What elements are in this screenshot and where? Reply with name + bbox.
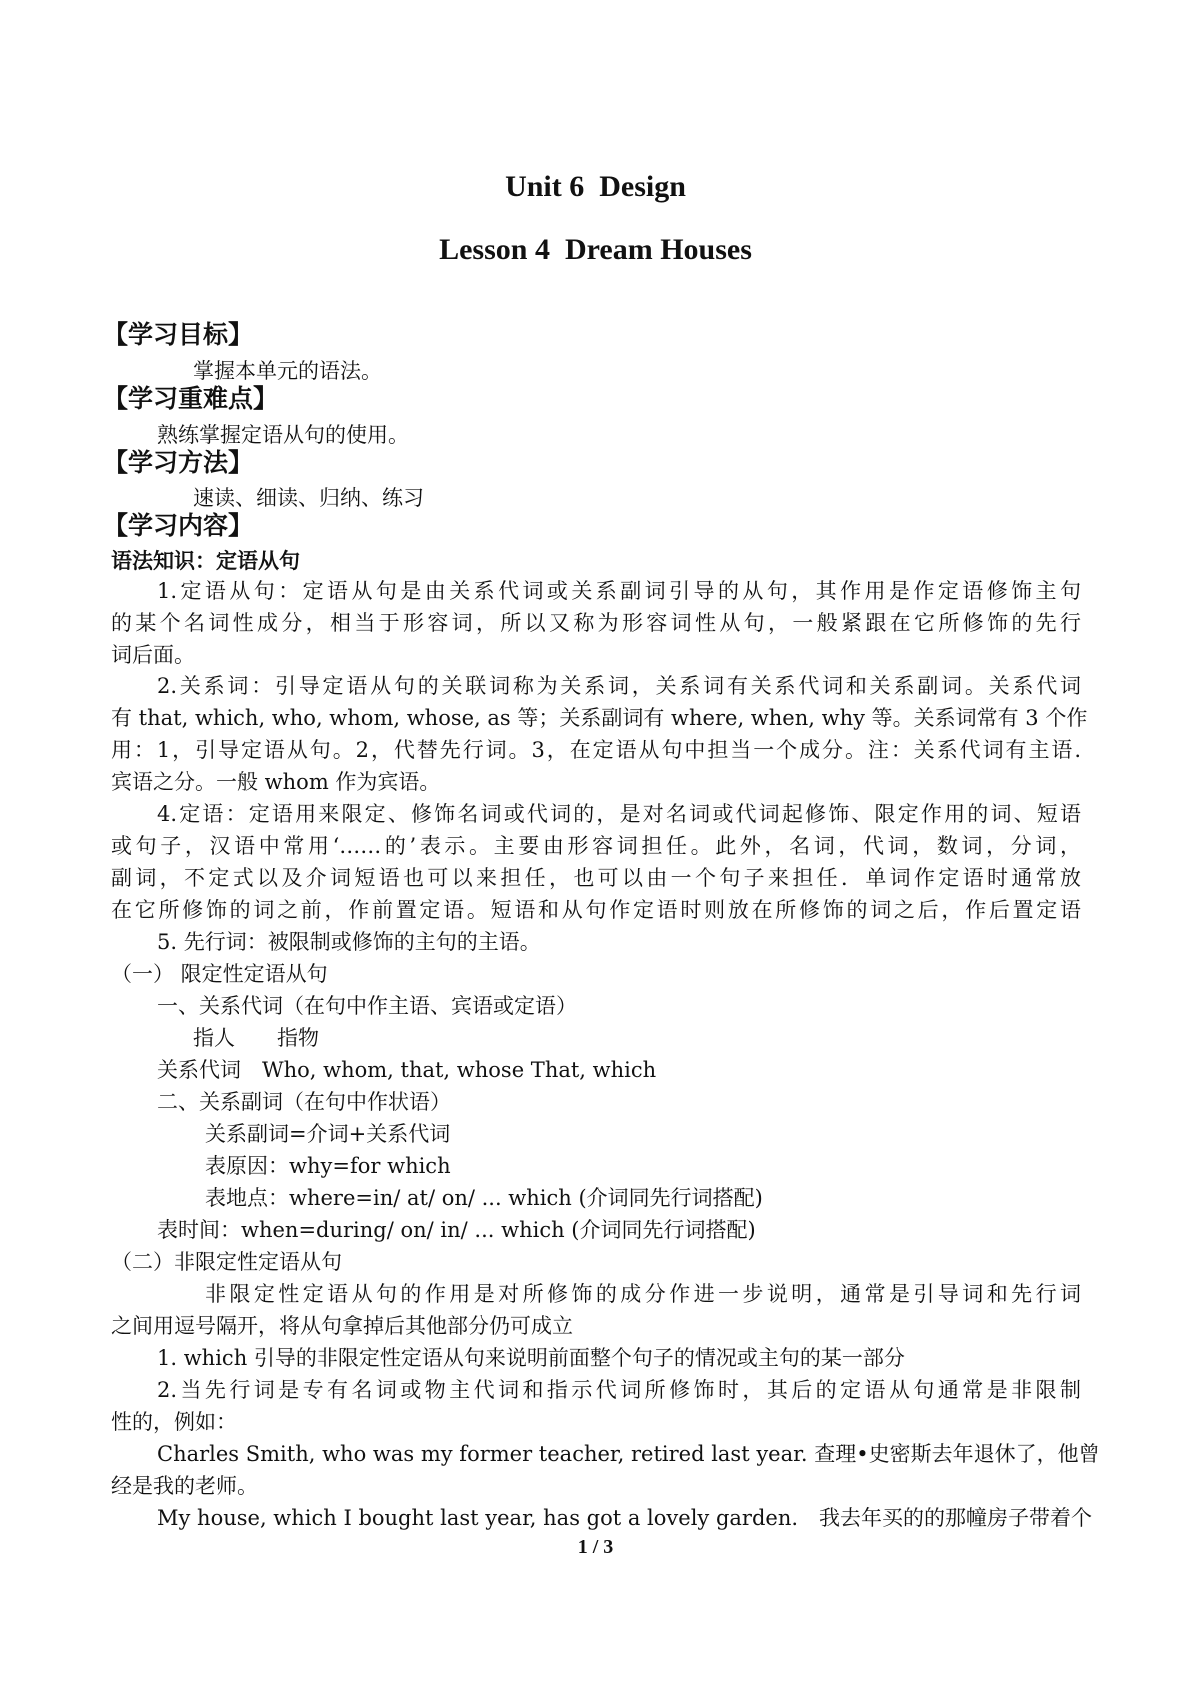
body-line: 一、关系代词（在句中作主语、宾语或定语） — [157, 994, 577, 1018]
difficulty-heading: 【学习重难点】 — [103, 384, 279, 413]
body-line: （一） 限定性定语从句 — [111, 962, 328, 986]
difficulty-text: 熟练掌握定语从句的使用。 — [157, 423, 409, 447]
content-heading: 【学习内容】 — [103, 511, 254, 540]
body-line: 用：1，引导定语从句。2，代替先行词。3，在定语从句中担当一个成分。注：关系代词有主语. — [111, 738, 1081, 762]
body-line: 二、关系副词（在句中作状语） — [157, 1090, 451, 1114]
body-line: 4.定语：定语用来限定、修饰名词或代词的，是对名词或代词起修饰、限定作用的词、短语 — [157, 802, 1081, 826]
body-line: 或句子，汉语中常用‘……的’表示。主要由形容词担任。此外，名词，代词，数词，分词， — [111, 834, 1081, 858]
body-line: 非限定性定语从句的作用是对所修饰的成分作进一步说明，通常是引导词和先行词 — [205, 1282, 1081, 1306]
body-line: 表原因：why=for which — [205, 1154, 451, 1178]
body-line: 1. which 引导的非限定性定语从句来说明前面整个句子的情况或主句的某一部分 — [157, 1346, 905, 1370]
goal-text: 掌握本单元的语法。 — [193, 359, 382, 383]
body-line: 5. 先行词：被限制或修饰的主句的主语。 — [157, 930, 541, 954]
body-line: 表时间：when=during/ on/ in/ ... which (介词同先行词搭配) — [157, 1218, 756, 1242]
body-line: 词后面。 — [111, 643, 195, 667]
body-line: 的某个名词性成分，相当于形容词，所以又称为形容词性从句，一般紧跟在它所修饰的先行 — [111, 611, 1081, 635]
body-line: 指人 指物 — [193, 1026, 319, 1050]
body-line: 之间用逗号隔开，将从句拿掉后其他部分仍可成立 — [111, 1314, 573, 1338]
body-line: Charles Smith, who was my former teacher, retired last year. 查理•史密斯去年退休了，他曾 — [157, 1442, 1100, 1466]
method-text: 速读、细读、归纳、练习 — [193, 486, 424, 510]
body-line: 关系代词 Who, whom, that, whose That, which — [157, 1058, 657, 1082]
body-line: 2.关系词：引导定语从句的关联词称为关系词，关系词有关系代词和关系副词。关系代词 — [157, 674, 1081, 698]
body-line: 2.当先行词是专有名词或物主代词和指示代词所修饰时，其后的定语从句通常是非限制 — [157, 1378, 1081, 1402]
body-line: 宾语之分。一般 whom 作为宾语。 — [111, 770, 441, 794]
lesson-title: Lesson 4 Dream Houses — [439, 233, 752, 266]
body-line: 表地点：where=in/ at/ on/ ... which (介词同先行词搭配) — [205, 1186, 763, 1210]
body-line: 性的，例如： — [111, 1410, 237, 1434]
body-line: 有 that, which, who, whom, whose, as 等；关系副词有 where, when, why 等。关系词常有 3 个作 — [111, 706, 1088, 730]
body-line: 副词，不定式以及介词短语也可以来担任，也可以由一个句子来担任．单词作定语时通常放 — [111, 866, 1081, 890]
body-line: My house, which I bought last year, has got a lovely garden. 我去年买的的那幢房子带着个 — [157, 1506, 1093, 1530]
unit-title: Unit 6 Design — [505, 170, 686, 203]
body-line: 1.定语从句：定语从句是由关系代词或关系副词引导的从句，其作用是作定语修饰主句 — [157, 579, 1081, 603]
grammar-heading: 语法知识：定语从句 — [111, 548, 300, 573]
body-line: 经是我的老师。 — [111, 1474, 258, 1498]
method-heading: 【学习方法】 — [103, 448, 254, 477]
goal-heading: 【学习目标】 — [103, 320, 254, 349]
body-line: 关系副词=介词+关系代词 — [205, 1122, 451, 1146]
body-line: （二）非限定性定语从句 — [111, 1250, 342, 1274]
body-line: 在它所修饰的词之前，作前置定语。短语和从句作定语时则放在所修饰的词之后，作后置定语 — [111, 898, 1081, 922]
page-number: 1 / 3 — [577, 1536, 614, 1558]
